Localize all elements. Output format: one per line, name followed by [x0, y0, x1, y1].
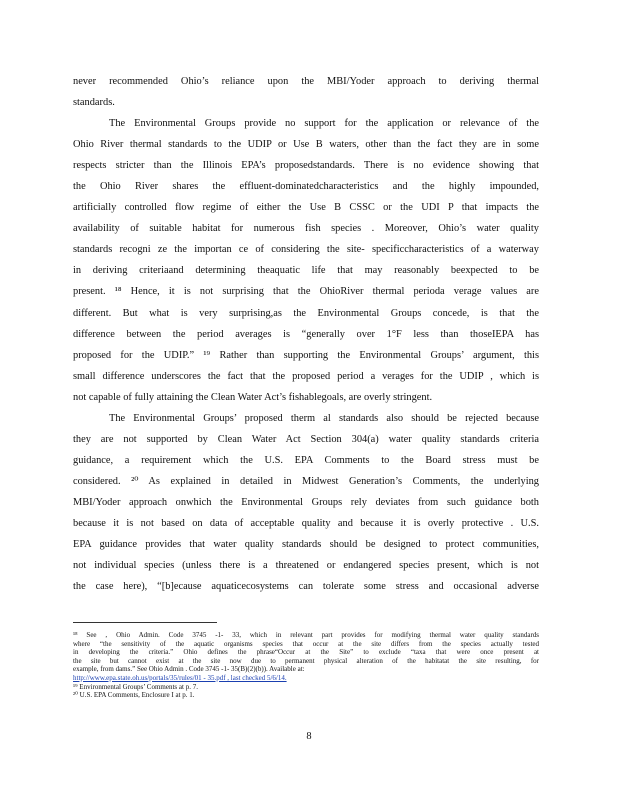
- body-line: small difference underscores the fact that the proposed period a verages for the UDIP , which is: [73, 370, 539, 382]
- body-line: guidance, a requirement which the U.S. EPA Comments to the Board stress must be: [73, 454, 539, 466]
- body-line: standards.: [73, 97, 115, 109]
- body-line: considered. ²⁰ As explained in detailed in Midwest Generation’s Comments, the underlying: [73, 475, 539, 487]
- body-line: in deriving criteriaand determining theaquatic life that may reasonably beexpected to be: [73, 265, 539, 277]
- footnote-link[interactable]: http://www.epa.state.oh.us/portals/35/rules/01 - 35.pdf , last checked 5/6/14.: [73, 673, 287, 682]
- body-line: they are not supported by Clean Water Act Section 304(a) water quality standards criteria: [73, 433, 539, 445]
- page-number: 8: [306, 731, 312, 742]
- footnotes: [73, 631, 539, 700]
- footnote-line: in developing the criteria.” Ohio defines the phrase“Occur at the Site” to exclude “taxa that were once present at: [73, 648, 539, 657]
- body-line: not capable of fully attaining the Clean Water Act’s fishablegoals, are overly stringent.: [73, 391, 433, 403]
- body-line: artificially controlled flow regime of either the Use B CSSC or the UDI P that impacts the: [73, 202, 539, 214]
- footnote-line: ¹⁸ See , Ohio Admin. Code 3745 -1- 33, which in relevant part provides for modifying thermal water quality standards: [73, 631, 539, 639]
- body-line: proposed for the UDIP.” ¹⁹ Rather than supporting the Environmental Groups’ argument, this: [73, 349, 539, 361]
- body-line: not individual species (unless there is a threatened or endangered species present, which is not: [73, 560, 539, 572]
- body-line: present. ¹⁸ Hence, it is not surprising that the OhioRiver thermal perioda verage values are: [73, 286, 539, 298]
- body-line: the Ohio River shares the effluent-dominatedcharacteristics and the highly impounded,: [73, 181, 539, 193]
- body-line: respects stricter than the Illinois EPA’s proposedstandards. There is no evidence showing that: [73, 160, 539, 172]
- body-line: difference between the period averages is “generally over 1°F less than thoseIEPA has: [73, 328, 539, 340]
- footnote-line: ¹⁹ Environmental Groups’ Comments at p. 7.: [73, 682, 198, 691]
- body-line: because it is not based on data of acceptable quality and because it is overly protective . U.S.: [73, 517, 539, 529]
- footnote-line: example, from dams.” See Ohio Admin . Code 3745 -1- 35(B)(2)(b)). Available at:: [73, 665, 305, 674]
- body-line: standards recogni ze the importan ce of considering the site- specificcharacteristics of a waterway: [73, 244, 539, 256]
- body-line: Ohio River thermal standards to the UDIP or Use B waters, other than the fact they are in some: [73, 139, 539, 151]
- body-line: the case here), “[b]ecause aquaticecosystems can tolerate some stress and occasional adverse: [73, 581, 539, 593]
- body-line: EPA guidance provides that water quality standards should be designed to protect communities,: [73, 539, 539, 551]
- body-line: never recommended Ohio’s reliance upon the MBI/Yoder approach to deriving thermal: [73, 76, 539, 87]
- footnote-line: where “the sensitivity of the aquatic organisms species that occur at the site differs from the species actually tested: [73, 639, 539, 648]
- body-line: The Environmental Groups’ proposed therm al standards also should be rejected because: [109, 412, 539, 424]
- body-text: [73, 71, 539, 597]
- footnote-line: the site but cannot exist at the site now due to permanent physical alteration of the habitatat the site resulting, for: [73, 656, 539, 665]
- body-line: The Environmental Groups provide no support for the application or relevance of the: [109, 118, 539, 130]
- body-line: availability of suitable habitat for numerous fish species . Moreover, Ohio’s water quality: [73, 223, 539, 235]
- footnote-separator: [73, 622, 217, 623]
- body-line: different. But what is very surprising,as the Environmental Groups concede, is that the: [73, 307, 539, 319]
- footnote-line: ²⁰ U.S. EPA Comments, Enclosure I at p. 1.: [73, 691, 195, 700]
- footnote-line: [73, 674, 539, 683]
- body-line: MBI/Yoder approach onwhich the Environmental Groups rely deviates from such guidance both: [73, 496, 539, 508]
